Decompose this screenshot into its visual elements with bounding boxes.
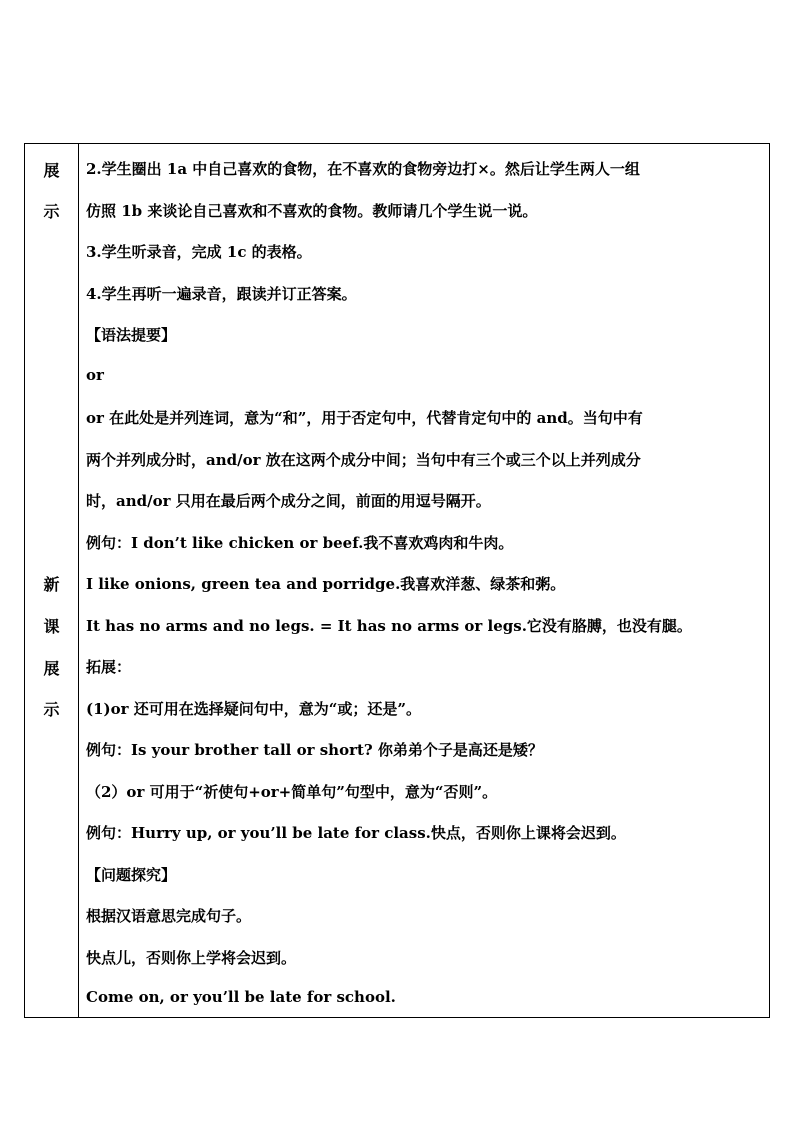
text-line: 3.学生听录音，完成 1c 的表格。 (86, 243, 312, 261)
text-line: (1)or 还可用在选择疑问句中，意为“或；还是”。 (86, 700, 422, 718)
section-label-char: 示 (43, 202, 60, 221)
section-label-char: 展 (43, 161, 60, 180)
text-line: 2.学生圈出 1a 中自己喜欢的食物，在不喜欢的食物旁边打×。然后让学生两人一组 (86, 160, 640, 178)
text-line: 仿照 1b 来谈论自己喜欢和不喜欢的食物。教师请几个学生说一说。 (86, 202, 538, 220)
example-line: It has no arms and no legs. = It has no arms or legs.它没有胳膊，也没有腿。 (86, 617, 692, 635)
text-line: or (86, 366, 104, 384)
text-line: Come on, or you’ll be late for school. (86, 988, 396, 1006)
text-line: 拓展： (86, 658, 132, 676)
text-line: or 在此处是并列连词，意为“和”，用于否定句中，代替肯定句中的 and。当句中有 (86, 409, 643, 427)
text-line: 根据汉语意思完成句子。 (86, 907, 252, 925)
section-label-char: 展 (43, 659, 60, 678)
text-line: 快点儿，否则你上学将会迟到。 (86, 949, 297, 967)
text-line: 4.学生再听一遍录音，跟读并订正答案。 (86, 285, 357, 303)
section-label-char: 示 (43, 700, 60, 719)
column-divider (78, 144, 79, 1017)
section-heading: 【语法提要】 (86, 326, 177, 344)
content-table (24, 143, 770, 1018)
text-line: （2）or 可用于“祈使句+or+简单句”句型中，意为“否则”。 (86, 783, 498, 801)
example-line: 例句：Hurry up, or you’ll be late for class.快点，否则你上课将会迟到。 (86, 824, 626, 842)
text-line: 两个并列成分时，and/or 放在这两个成分中间；当句中有三个或三个以上并列成分 (86, 451, 641, 469)
text-line: 时，and/or 只用在最后两个成分之间，前面的用逗号隔开。 (86, 492, 491, 510)
section-heading: 【问题探究】 (86, 866, 177, 884)
section-label-char: 新 (43, 575, 60, 594)
example-line: 例句：I don’t like chicken or beef.我不喜欢鸡肉和牛肉。 (86, 534, 514, 552)
example-line: I like onions, green tea and porridge.我喜欢洋葱、绿茶和粥。 (86, 575, 566, 593)
example-line: 例句：Is your brother tall or short? 你弟弟个子是高还是矮？ (86, 741, 543, 759)
section-label-char: 课 (43, 617, 60, 636)
